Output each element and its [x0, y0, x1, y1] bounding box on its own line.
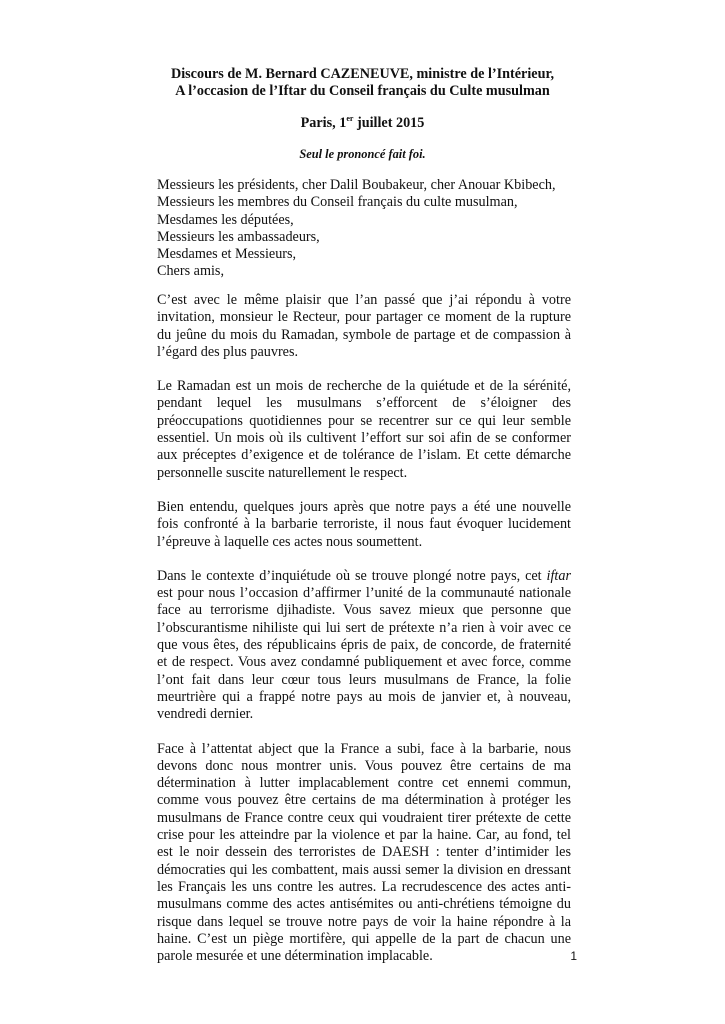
disclaimer: Seul le prononcé fait foi. — [299, 147, 426, 161]
paragraph-4-italic-word: iftar — [546, 567, 571, 584]
paragraph-4 — [157, 568, 571, 724]
speech-body — [157, 292, 571, 982]
paragraph-2: Le Ramadan est un mois de recherche de la quiétude et de la sérénité, pendant lequel les musulmans s’efforcent de s’éloigner des préoccupations quotidiennes pour se recentrer sur ce qui leur semble essentiel. Un mois où ils cultivent l’effort sur soi afin de se conformer aux préceptes d’exigence et de tolérance de l’islam. Et cette démarche personnelle suscite naturellement le respect. — [157, 378, 571, 481]
salutation-line: Mesdames les députées, — [157, 211, 294, 228]
title-line-1: Discours de M. Bernard CAZENEUVE, ministre de l’Intérieur, — [170, 66, 555, 82]
date-suffix: juillet 2015 — [353, 115, 425, 131]
paragraph-1: C’est avec le même plaisir que l’an passé que j’ai répondu à votre invitation, monsieur le Recteur, pour partager ce moment de la rupture du jeûne du mois du Ramadan, symbole de partage et de compassion à l’égard des plus pauvres. — [157, 292, 571, 360]
salutation-line: Chers amis, — [157, 263, 224, 280]
salutation-line: Messieurs les ambassadeurs, — [157, 228, 320, 245]
speech-title — [0, 66, 725, 100]
paragraph-4-end: est pour nous l’occasion d’affirmer l’unité de la communauté nationale face au terrorisme djihadiste. Vous savez mieux que personne que l’obscurantisme nihiliste qui lui sert de prétexte n’a rien à voir avec ce que vous êtes, des républicains épris de paix, de concorde, de fraternité et de respect. Vous avez condamné publiquement et avec force, comme l’ont fait dans leur cœur tous leurs musulmans de France, la folie meurtrière qui a frappé notre pays au mois de janvier et, à nouveau, vendredi dernier. — [157, 585, 571, 723]
salutations — [157, 177, 556, 281]
salutation-line: Messieurs les membres du Conseil français du culte musulman, — [157, 194, 518, 211]
date-prefix: Paris, 1 — [300, 115, 347, 131]
title-line-2: A l’occasion de l’Iftar du Conseil français du Culte musulman — [175, 83, 550, 99]
salutation-line: Messieurs les présidents, cher Dalil Boubakeur, cher Anouar Kbibech, — [157, 177, 556, 193]
salutation-line: Mesdames et Messieurs, — [157, 246, 297, 263]
paragraph-3: Bien entendu, quelques jours après que notre pays a été une nouvelle fois confronté à la barbarie terroriste, il nous faut évoquer lucidement l’épreuve à laquelle ces actes nous soumettent. — [157, 498, 571, 550]
date-superscript: er — [346, 114, 354, 123]
paragraph-5: Face à l’attentat abject que la France a subi, face à la barbarie, nous devons donc nous montrer unis. Vous pouvez être certains de ma détermination à lutter implacablement contre cet ennemi commun, comme vous pouvez être certains de ma détermination à protéger les musulmans de France contre ceux qui voudraient tirer prétexte de cette crise pour les atteindre par la violence et par la haine. Car, au fond, tel est le noir dessein des terroristes de DAESH : tenter d’intimider les démocraties qui les combattent, mais aussi semer la division en dressant les Français les uns contre les autres. La recrudescence des actes anti-musulmans comme des actes antisémites ou anti-chrétiens témoigne du risque dans lequel se trouve notre pays de voir la haine répondre à la haine. C’est un piège mortifère, qui appelle de la part de chacun une parole mesurée et une détermination implacable. — [157, 740, 571, 965]
page-number: 1 — [570, 949, 577, 963]
dateline — [0, 115, 725, 132]
paragraph-4-start: Dans le contexte d’inquiétude où se trouve plongé notre pays, cet — [157, 567, 547, 584]
